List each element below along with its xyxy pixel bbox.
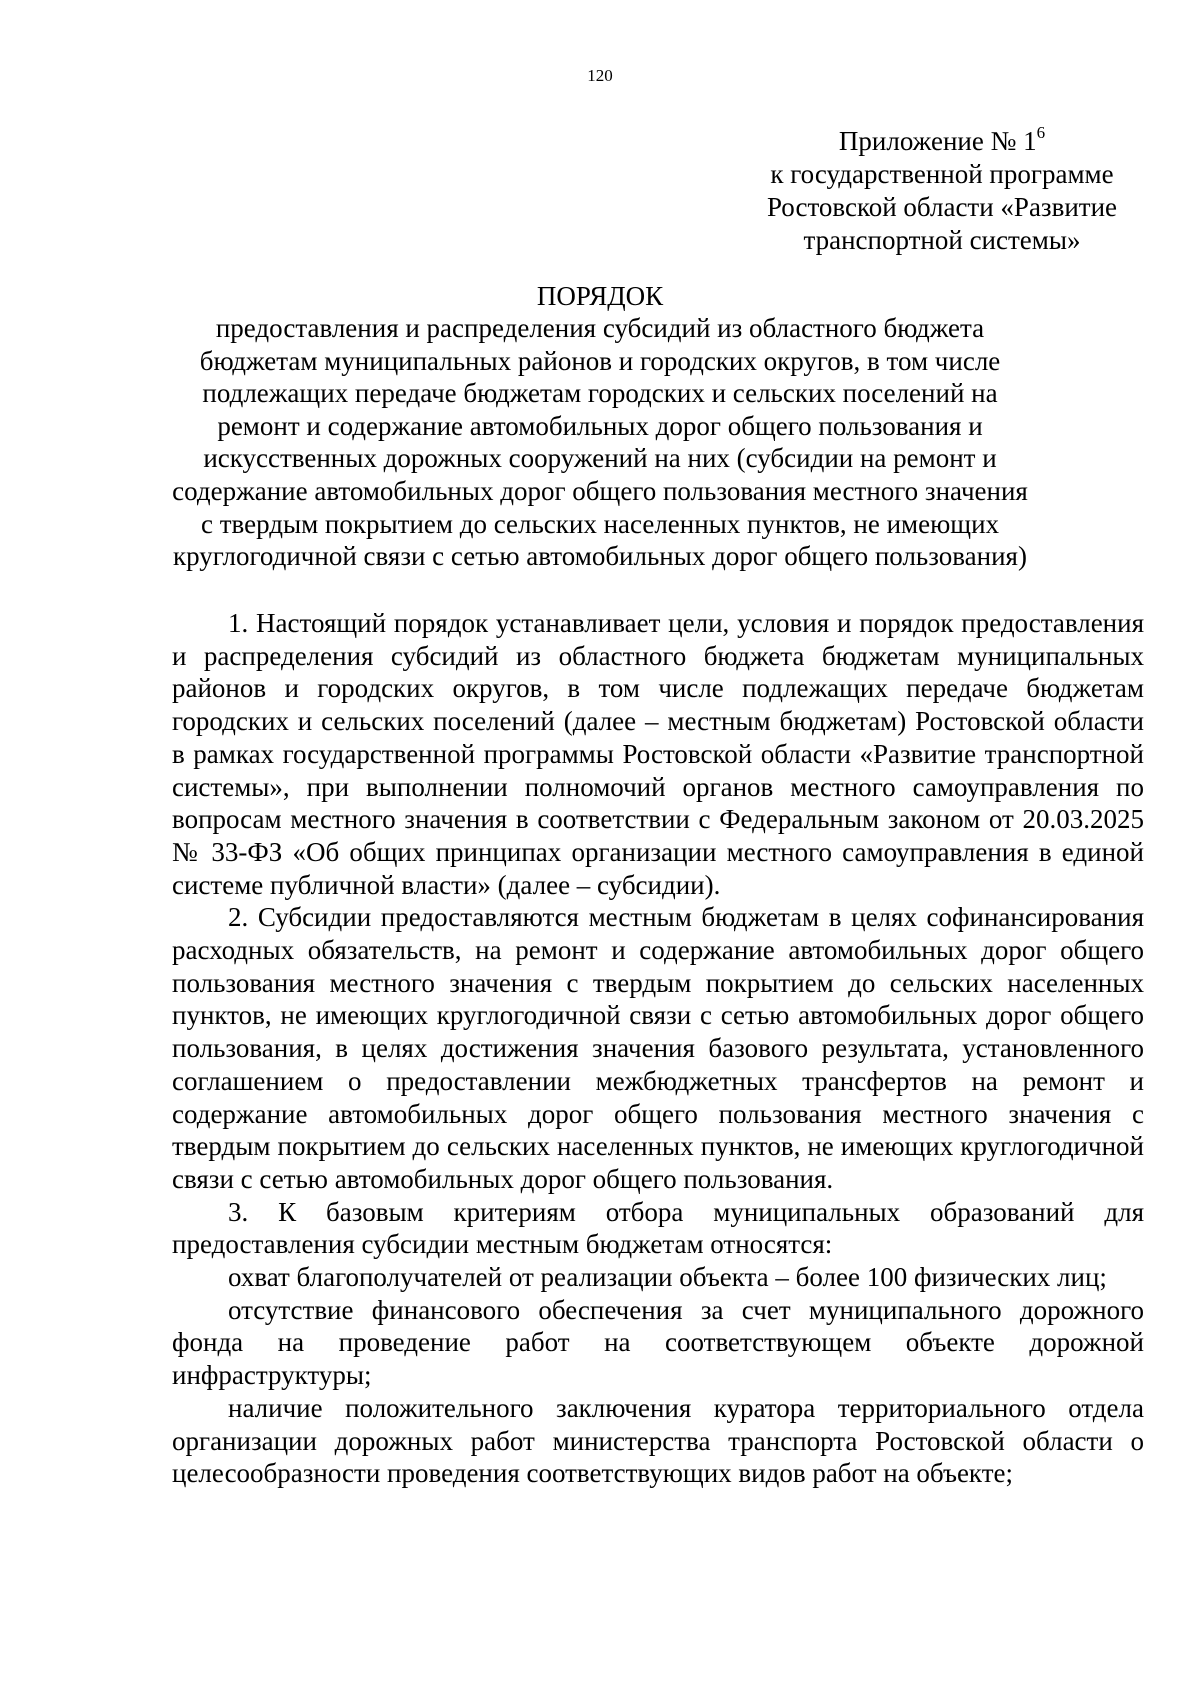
appendix-line-4: транспортной системы» [803,225,1081,255]
appendix-line-1 [752,118,1132,158]
appendix-header [752,118,1132,257]
appendix-line-2: к государственной программе [770,159,1114,189]
paragraph-2: 2. Субсидии предоставляются местным бюджетам в целях софинансирования расходных обязательств, на ремонт и содержание автомобильных дорог общего пользования местного значения с твердым покрытием до сельских населенных пунктов, не имеющих круглогодичной связи с сетью автомобильных дорог общего пользования, в целях достижения значения базового результата, установленного соглашением о предоставлении межбюджетных трансфертов на ремонт и содержание автомобильных дорог общего пользования местного значения с твердым покрытием до сельских населенных пунктов, не имеющих круглогодичной связи с сетью автомобильных дорог общего пользования. [172,902,1144,1194]
criterion-1: охват благополучателей от реализации объекта – более 100 физических лиц; [228,1262,1107,1293]
appendix-number: Приложение № 1 [838,126,1037,156]
appendix-line-3: Ростовской области «Развитие [766,192,1118,222]
paragraph-1: 1. Настоящий порядок устанавливает цели, условия и порядок предоставления и распределения субсидий из областного бюджета бюджетам муниципальных районов и городских округов, в том числе подлежащих передаче бюджетам городских и сельских поселений (далее – местным бюджетам) Ростовской области в рамках государственной программы Ростовской области «Развитие транспортной системы», при выполнении полномочий органов местного самоуправления по вопросам местного значения в соответствии с Федеральным законом от 20.03.2025 № 33-ФЗ «Об общих принципах организации местного самоуправления в единой системе публичной власти» (далее – субсидии). [172,608,1144,900]
appendix-superscript: 6 [1036,123,1046,142]
criterion-2: отсутствие финансового обеспечения за счет муниципального дорожного фонда на проведение работ на соответствующем объекте дорожной инфраструктуры; [172,1294,1144,1391]
document-subtitle: предоставления и распределения субсидий из областного бюджета бюджетам муниципальных районов и городских округов, в том числе подлежащих передаче бюджетам городских и сельских поселений на ремонт и содержание автомобильных дорог общего пользования и искусственных дорожных сооружений на них (субсидии на ремонт и содержание автомобильных дорог общего пользования местного значения с твердым покрытием до сельских населенных пунктов, не имеющих круглогодичной связи с сетью автомобильных дорог общего пользования) [172,313,1028,572]
document-body [172,607,1144,1490]
document-title: ПОРЯДОК [536,281,664,311]
criterion-3: наличие положительного заключения куратора территориального отдела организации дорожных работ министерства транспорта Ростовской области о целесообразности проведения соответствующих видов работ на объекте; [172,1392,1144,1489]
paragraph-3: 3. К базовым критериям отбора муниципальных образований для предоставления субсидии местным бюджетам относятся: [172,1196,1144,1260]
page-number: 120 [587,66,613,85]
